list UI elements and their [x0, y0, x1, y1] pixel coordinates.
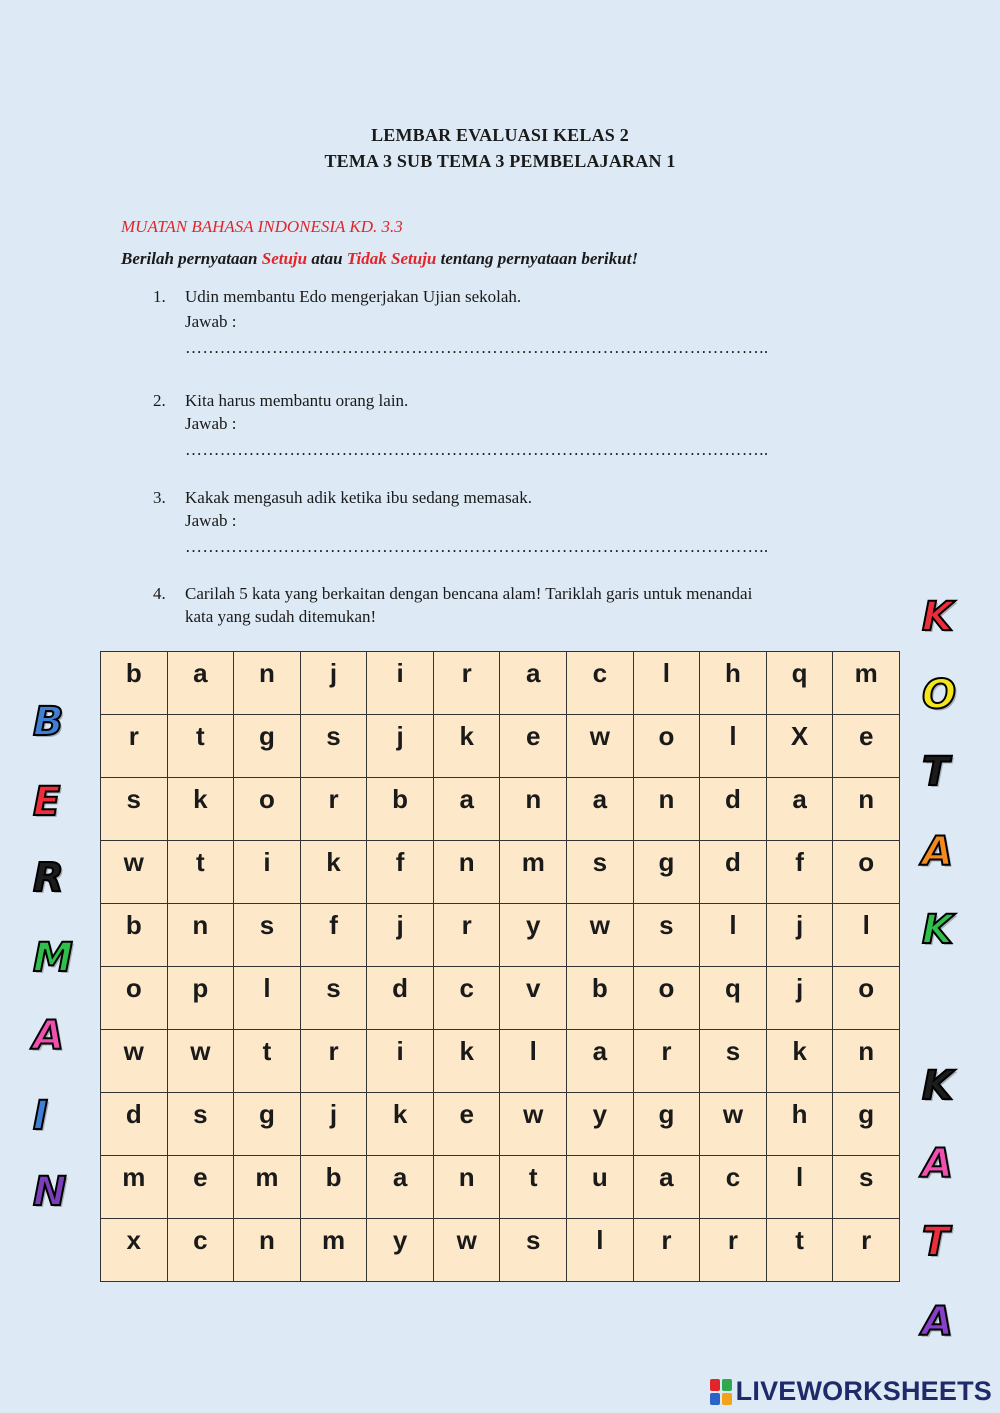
grid-cell[interactable]: o — [833, 841, 900, 904]
grid-cell[interactable]: n — [433, 841, 500, 904]
grid-cell[interactable]: j — [766, 904, 833, 967]
grid-cell[interactable]: r — [433, 904, 500, 967]
grid-cell[interactable]: b — [567, 967, 634, 1030]
question-text: Kakak mengasuh adik ketika ibu sedang memasak. — [185, 488, 532, 507]
grid-cell[interactable]: i — [367, 1030, 434, 1093]
grid-cell[interactable]: s — [300, 967, 367, 1030]
grid-cell[interactable]: h — [766, 1093, 833, 1156]
grid-cell[interactable]: w — [101, 1030, 168, 1093]
decor-letter: N — [33, 1169, 67, 1215]
grid-cell[interactable]: n — [833, 1030, 900, 1093]
liveworksheets-logo — [710, 1376, 992, 1407]
grid-cell[interactable]: y — [367, 1219, 434, 1282]
grid-cell[interactable]: s — [500, 1219, 567, 1282]
grid-cell[interactable]: t — [167, 715, 234, 778]
grid-cell[interactable]: h — [700, 652, 767, 715]
grid-cell[interactable]: a — [567, 778, 634, 841]
grid-row — [101, 778, 900, 841]
title-line-2: TEMA 3 SUB TEMA 3 PEMBELAJARAN 1 — [324, 151, 676, 171]
grid-cell[interactable]: q — [766, 652, 833, 715]
logo-square — [710, 1393, 720, 1405]
grid-row — [101, 1219, 900, 1282]
grid-cell[interactable]: b — [101, 652, 168, 715]
grid-cell[interactable]: l — [833, 904, 900, 967]
grid-cell[interactable]: s — [567, 841, 634, 904]
grid-cell[interactable]: j — [300, 1093, 367, 1156]
grid-cell[interactable]: t — [234, 1030, 301, 1093]
grid-row — [101, 904, 900, 967]
grid-cell[interactable]: n — [633, 778, 700, 841]
grid-cell[interactable]: s — [101, 778, 168, 841]
grid-cell[interactable]: w — [433, 1219, 500, 1282]
question-text-line-1: Carilah 5 kata yang berkaitan dengan bencana alam! Tariklah garis untuk menandai — [185, 584, 753, 603]
grid-cell[interactable]: c — [567, 652, 634, 715]
decor-letter: T — [922, 1219, 950, 1265]
grid-cell[interactable]: i — [367, 652, 434, 715]
grid-cell[interactable]: j — [300, 652, 367, 715]
grid-cell[interactable]: X — [766, 715, 833, 778]
grid-row — [101, 1030, 900, 1093]
grid-cell[interactable]: w — [567, 715, 634, 778]
grid-cell[interactable]: c — [433, 967, 500, 1030]
question-number: 2. — [153, 391, 166, 410]
grid-cell[interactable]: g — [234, 715, 301, 778]
grid-cell[interactable]: k — [300, 841, 367, 904]
grid-cell[interactable]: j — [367, 904, 434, 967]
grid-cell[interactable]: o — [633, 715, 700, 778]
grid-cell[interactable]: b — [101, 904, 168, 967]
grid-cell[interactable]: n — [234, 652, 301, 715]
decor-letter: T — [922, 749, 950, 795]
grid-cell[interactable]: a — [167, 652, 234, 715]
logo-square — [722, 1393, 732, 1405]
word-search-grid — [100, 651, 900, 1282]
question-text: Udin membantu Edo mengerjakan Ujian sekolah. — [185, 287, 522, 306]
grid-cell[interactable]: s — [300, 715, 367, 778]
grid-cell[interactable]: f — [367, 841, 434, 904]
grid-cell[interactable]: e — [833, 715, 900, 778]
grid-cell[interactable]: w — [167, 1030, 234, 1093]
grid-cell[interactable]: g — [234, 1093, 301, 1156]
instruction-text-3: tentang pernyataan berikut! — [436, 249, 639, 268]
logo-icon — [710, 1379, 732, 1405]
grid-cell[interactable]: t — [766, 1219, 833, 1282]
grid-cell[interactable]: f — [766, 841, 833, 904]
grid-cell[interactable]: d — [367, 967, 434, 1030]
grid-cell[interactable]: k — [433, 715, 500, 778]
grid-cell[interactable]: s — [633, 904, 700, 967]
grid-cell[interactable]: o — [833, 967, 900, 1030]
grid-row — [101, 1156, 900, 1219]
decor-letter: A — [33, 1013, 64, 1059]
grid-cell[interactable]: g — [633, 841, 700, 904]
grid-cell[interactable]: n — [833, 778, 900, 841]
grid-cell[interactable]: e — [433, 1093, 500, 1156]
answer-label: Jawab : — [185, 414, 237, 433]
title-line-1: LEMBAR EVALUASI KELAS 2 — [371, 125, 629, 145]
grid-cell[interactable]: a — [500, 652, 567, 715]
grid-cell[interactable]: f — [300, 904, 367, 967]
grid-cell[interactable]: m — [833, 652, 900, 715]
grid-cell[interactable]: r — [833, 1219, 900, 1282]
grid-cell[interactable]: l — [500, 1030, 567, 1093]
grid-cell[interactable]: j — [367, 715, 434, 778]
grid-cell[interactable]: n — [500, 778, 567, 841]
grid-cell[interactable]: r — [433, 652, 500, 715]
grid-cell[interactable]: c — [700, 1156, 767, 1219]
grid-cell[interactable]: v — [500, 967, 567, 1030]
grid-cell[interactable]: d — [101, 1093, 168, 1156]
decor-letter: I — [33, 1093, 48, 1139]
grid-cell[interactable]: m — [101, 1156, 168, 1219]
grid-cell[interactable]: r — [101, 715, 168, 778]
grid-cell[interactable]: a — [433, 778, 500, 841]
decor-letter: K — [922, 1063, 953, 1109]
instruction-text-2: atau — [307, 249, 347, 268]
question-number: 4. — [153, 584, 166, 603]
grid-cell[interactable]: t — [167, 841, 234, 904]
grid-cell[interactable]: c — [167, 1219, 234, 1282]
grid-row — [101, 715, 900, 778]
grid-cell[interactable]: l — [700, 904, 767, 967]
grid-cell[interactable]: s — [234, 904, 301, 967]
answer-label: Jawab : — [185, 312, 237, 331]
question-text: Kita harus membantu orang lain. — [185, 391, 409, 410]
grid-cell[interactable]: s — [167, 1093, 234, 1156]
grid-row — [101, 841, 900, 904]
grid-cell[interactable]: o — [234, 778, 301, 841]
decor-letter: E — [33, 779, 61, 825]
grid-cell[interactable]: p — [167, 967, 234, 1030]
decor-letter: A — [922, 1141, 953, 1187]
grid-cell[interactable]: o — [633, 967, 700, 1030]
grid-cell[interactable]: y — [567, 1093, 634, 1156]
subject-heading: MUATAN BAHASA INDONESIA KD. 3.3 — [121, 217, 403, 236]
grid-cell[interactable]: n — [167, 904, 234, 967]
logo-square — [722, 1379, 732, 1391]
decor-letter: M — [33, 935, 73, 981]
grid-cell[interactable]: y — [500, 904, 567, 967]
logo-text: LIVEWORKSHEETS — [735, 1376, 992, 1406]
answer-line[interactable]: ……………………………………………………………………………………….. — [185, 440, 769, 459]
instruction-setuju: Setuju — [261, 249, 308, 268]
grid-cell[interactable]: s — [700, 1030, 767, 1093]
grid-cell[interactable]: l — [700, 715, 767, 778]
grid-cell[interactable]: m — [300, 1219, 367, 1282]
question-number: 1. — [153, 287, 166, 306]
grid-cell[interactable]: w — [101, 841, 168, 904]
instruction — [121, 249, 638, 269]
decor-letter: O — [922, 672, 957, 718]
grid-cell[interactable]: i — [234, 841, 301, 904]
decor-letter: B — [33, 699, 64, 745]
grid-cell[interactable]: m — [234, 1156, 301, 1219]
question-text-line-2: kata yang sudah ditemukan! — [185, 607, 377, 626]
decor-letter: K — [922, 594, 953, 640]
grid-cell[interactable]: x — [101, 1219, 168, 1282]
grid-cell[interactable]: l — [567, 1219, 634, 1282]
grid-cell[interactable]: w — [500, 1093, 567, 1156]
grid-cell[interactable]: a — [367, 1156, 434, 1219]
grid-cell[interactable]: l — [234, 967, 301, 1030]
grid-cell[interactable]: r — [300, 1030, 367, 1093]
grid-cell[interactable]: r — [633, 1219, 700, 1282]
grid-cell[interactable]: j — [766, 967, 833, 1030]
grid-cell[interactable]: b — [300, 1156, 367, 1219]
grid-cell[interactable]: o — [101, 967, 168, 1030]
grid-cell[interactable]: r — [700, 1219, 767, 1282]
grid-cell[interactable]: e — [167, 1156, 234, 1219]
grid-cell[interactable]: k — [167, 778, 234, 841]
decor-letter: A — [922, 1299, 953, 1345]
grid-cell[interactable]: t — [500, 1156, 567, 1219]
grid-cell[interactable]: w — [700, 1093, 767, 1156]
question-number: 3. — [153, 488, 166, 507]
grid-cell[interactable]: k — [766, 1030, 833, 1093]
answer-line[interactable]: ……………………………………………………………………………………….. — [185, 537, 769, 556]
grid-cell[interactable]: g — [633, 1093, 700, 1156]
decor-letter: A — [922, 829, 953, 875]
grid-cell[interactable]: n — [433, 1156, 500, 1219]
grid-cell[interactable]: e — [500, 715, 567, 778]
grid-cell[interactable]: l — [766, 1156, 833, 1219]
decor-letter: K — [922, 907, 953, 953]
grid-cell[interactable]: w — [567, 904, 634, 967]
grid-cell[interactable]: a — [766, 778, 833, 841]
instruction-text-1: Berilah pernyataan — [121, 249, 262, 268]
grid-cell[interactable]: l — [633, 652, 700, 715]
grid-cell[interactable]: q — [700, 967, 767, 1030]
decor-letter: R — [33, 855, 64, 901]
grid-cell[interactable]: m — [500, 841, 567, 904]
grid-cell[interactable]: a — [633, 1156, 700, 1219]
grid-cell[interactable]: k — [433, 1030, 500, 1093]
grid-cell[interactable]: s — [833, 1156, 900, 1219]
grid-row — [101, 1093, 900, 1156]
grid-cell[interactable]: k — [367, 1093, 434, 1156]
grid-cell[interactable]: r — [300, 778, 367, 841]
grid-cell[interactable]: d — [700, 778, 767, 841]
grid-row — [101, 967, 900, 1030]
grid-cell[interactable]: g — [833, 1093, 900, 1156]
grid-row — [101, 652, 900, 715]
instruction-tidak-setuju: Tidak Setuju — [346, 249, 437, 268]
grid-cell[interactable]: r — [633, 1030, 700, 1093]
answer-label: Jawab : — [185, 511, 237, 530]
grid-cell[interactable]: u — [567, 1156, 634, 1219]
grid-cell[interactable]: b — [367, 778, 434, 841]
grid-cell[interactable]: n — [234, 1219, 301, 1282]
logo-square — [710, 1379, 720, 1391]
grid-cell[interactable]: d — [700, 841, 767, 904]
answer-line[interactable]: ……………………………………………………………………………………….. — [185, 338, 769, 357]
grid-cell[interactable]: a — [567, 1030, 634, 1093]
